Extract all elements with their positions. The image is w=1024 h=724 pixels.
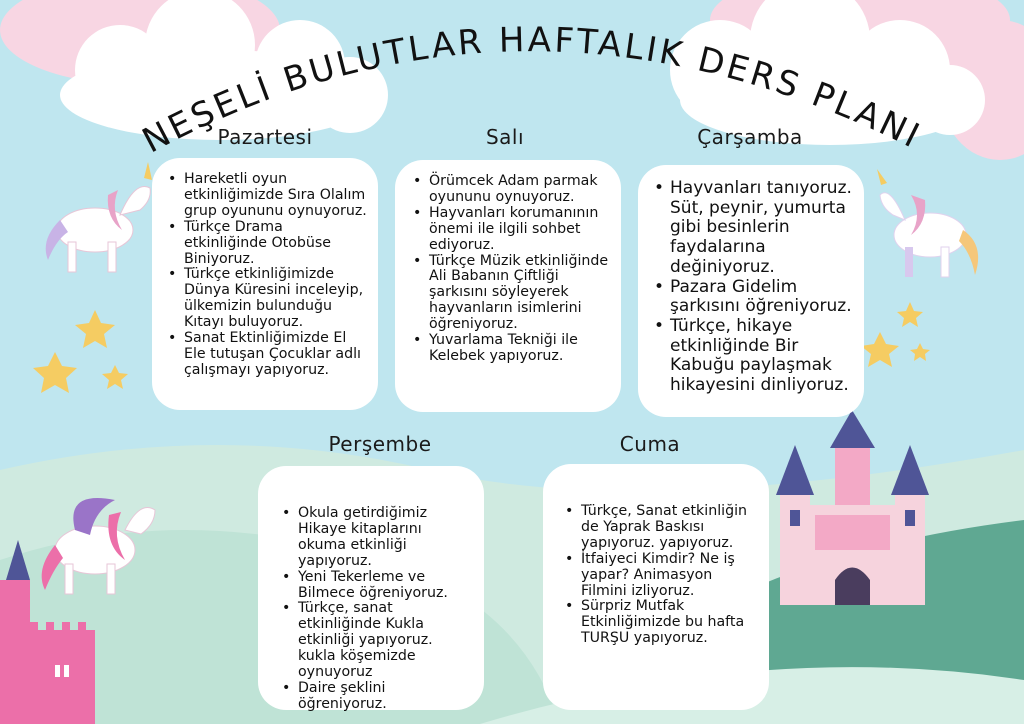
plan-item: • İtfaiyeci Kimdir? Ne iş yapar? Animasyon Filmini izliyoruz.	[563, 552, 759, 600]
plan-item: • Örümcek Adam parmak oyununu oynuyoruz.	[411, 174, 611, 206]
plan-item: • Sürpriz Mutfak Etkinliğimizde bu hafta TURŞU yapıyoruz.	[563, 599, 759, 647]
plan-item: • Türkçe, hikaye etkinliğinde Bir Kabuğu paylaşmak hikayesini dinliyoruz.	[652, 317, 854, 396]
day-title-sali: Salı	[485, 125, 525, 149]
plan-item: • Hayvanları tanıyoruz. Süt, peynir, yumurta gibi besinlerin faydalarına değiniyoruz.	[652, 179, 854, 278]
plan-card-persembe	[258, 466, 484, 710]
plan-item: • Türkçe, sanat etkinliğinde Kukla etkinliği yapıyoruz. kukla köşemizde oynuyoruz	[280, 601, 474, 681]
day-title-persembe: Perşembe	[328, 432, 432, 456]
plan-item: • Yeni Tekerleme ve Bilmece öğreniyoruz.	[280, 570, 474, 602]
day-title-cuma: Cuma	[619, 432, 681, 456]
day-title-carsamba: Çarşamba	[697, 125, 803, 149]
plan-item: • Daire şeklini öğreniyoruz.	[280, 681, 474, 713]
plan-item: • Okula getirdiğimiz Hikaye kitaplarını okuma etkinliği yapıyoruz.	[280, 506, 474, 570]
plan-item: • Türkçe etkinliğimizde Dünya Küresini inceleyip, ülkemizin bulunduğu Kıtayı buluyoruz.	[166, 267, 368, 331]
plan-item: • Yuvarlama Tekniği ile Kelebek yapıyoruz.	[411, 333, 611, 365]
plan-item: • Sanat Ektinliğimizde El Ele tutuşan Çocuklar adlı çalışmayı yapıyoruz.	[166, 331, 368, 379]
plan-item: • Pazara Gidelim şarkısını öğreniyoruz.	[652, 278, 854, 317]
plan-item: • Türkçe Drama etkinliğinde Otobüse Biniyoruz.	[166, 220, 368, 268]
plan-item: • Türkçe, Sanat etkinliğin de Yaprak Baskısı yapıyoruz. yapıyoruz.	[563, 504, 759, 552]
day-title-pazartesi: Pazartesi	[217, 125, 313, 149]
plan-card-pazartesi	[152, 158, 378, 410]
title-text: NEŞELİ BULUTLAR HAFTALIK DERS PLANI	[136, 20, 928, 162]
plan-item: • Hareketli oyun etkinliğimizde Sıra Olalım grup oyununu oynuyoruz.	[166, 172, 368, 220]
plan-card-sali	[395, 160, 621, 412]
castle-right	[776, 410, 929, 605]
plan-card-carsamba	[638, 165, 864, 417]
plan-item: • Türkçe Müzik etkinliğinde Ali Babanın Çiftliği şarkısını söyleyerek hayvanların isimlerini öğreniyoruz.	[411, 254, 611, 334]
plan-item: • Hayvanları korumanının önemi ile ilgili sohbet ediyoruz.	[411, 206, 611, 254]
plan-card-cuma	[543, 464, 769, 710]
